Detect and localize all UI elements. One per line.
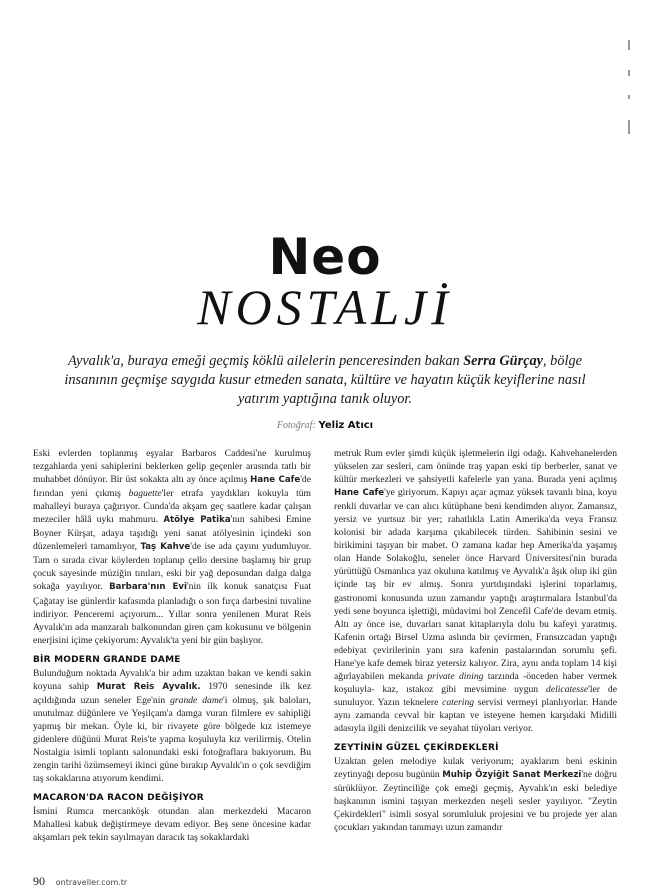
text-run: Bulunduğum noktada Ayvalık'a bir adım uzaktan bakan ve kendi sakin koyuna sahip <box>33 667 311 692</box>
left-paragraph-2 <box>33 667 311 785</box>
italic-term: delicatesse <box>546 683 589 695</box>
bold-name: Hane Cafe <box>334 488 385 499</box>
italic-term: baguette <box>128 488 162 500</box>
text-run: 'nin ilk konuk sanatçısı Fuat Çağatay ise günlerdir kafasında planladığı o son fırça darbesini tuvaline indiriyor. Penceremi açıyorum... Yıllar sonra yenilenen Murat Reis Ayvalık'ın ada manzaralı balkonundan giren çam kokusunu ve bölgenin enerjisini içime çekiyorum: Ayvalık'ta yeni bir gün başlıyor. <box>33 581 311 646</box>
text-run: 'ne doğru sürüklüyor. Zeytinciliğe çok emeği geçmiş, Ayvalık'ın eski belediye başkanının ismini taşıyan merkezden neşeli sesler yayılıyor. "Zeytin Çekirdekleri" isimli sosyal sorumluluk projesini ve bu projede yer alan çocukları yakından tanımayı uzun zamandır <box>334 769 617 834</box>
left-heading-modern-grande-dame: BİR MODERN GRANDE DAME <box>33 654 181 665</box>
bold-name: Hane Cafe <box>250 475 301 486</box>
text-run: 'nın sahibesi Emine Boyner Kürşat, adaya taşıdığı yeni sanat atölyesinin içindeki son düzenlemeleri tamamlıyor, <box>33 514 311 553</box>
title-line-2: NOSTALJİ <box>197 279 453 335</box>
text-run: tarzında -önceden haber vermek koşuluyla- kaz, ıstakoz gibi mevsimine uygun <box>334 670 617 695</box>
photo-credit-label: Fotoğraf: <box>276 420 316 431</box>
italic-term: grande dame <box>170 694 224 706</box>
page-number: 90 <box>33 874 45 888</box>
title-line-1: Neo <box>268 228 382 286</box>
text-run: servisi vermeyi planlıyorlar. Hande aynı zamanda cevval bir kaptan ve isteyene hemen karşıdaki Midilli adasıyla ilgili denizcilik ve seyahat tüyoları veriyor. <box>334 696 617 734</box>
page-footer <box>33 875 127 889</box>
left-heading-macaron: MACARON'DA RACON DEĞİŞİYOR <box>33 793 204 804</box>
lead-paragraph: Ayvalık'a, buraya emeği geçmiş köklü ailelerin penceresinden bakan Serra Gürçay, bölge insanının geçmişe saygıda kusur etmeden sanata, kültüre ve hayatın küçük keyiflerine nasıl yatırım yaptığına tanık oluyor. <box>64 353 586 407</box>
italic-term: private dining <box>427 670 484 682</box>
text-run: Uzaktan gelen melodiye kulak veriyorum; ayaklarım beni eskinin zeytinyağı deposu bugünün <box>334 756 617 781</box>
footer-site: ontraveller.com.tr <box>55 878 128 887</box>
photo-credit <box>0 418 650 433</box>
text-run: 'ye giriyorum. Kapıyı açar açmaz yüksek tavanlı bina, koyu renkli duvarlar ve can alıcı kütüphane beni kendimden alıyor. Zamansız, yersiz ve yurtsuz bir yer; rahatlıkla Latin Amerika'da veya Fransız kolonisi bir adada karşıma çıkabilecek türden. Sahibinin sesini ve birikimini taşıyan bir mabet. O zamana kadar hep Amerika'da yaşamış olan Hande Solakoğlu, seneler önce Harvard Üniversitesi'nin burada yürüttüğü Osmanlıca yaz okuluna katılmış ve Ayvalık'a âşık olup iki gün içinde taş bir ev almış. Sonra yurtdışındaki işlerini toparlamış, gastronomi konusunda uzun zamandır yaptığı araştırmalara İstanbul'da yedi sene boyunca işlettiği, müdavimi bol Zencefil Cafe'de devam etmiş. Altı ay önce ise, duvarları sanat kitaplarıyla dolu bu kafeyi yaratmış. Kafenin ortağı Birsel Uzma aslında bir çevirmen, Fransızcadan yaptığı edebiyat çevirilerinin yanı sıra kafenin pastalarından sorumlu şefi. Hane'ye kafe demek biraz yetersiz kalıyor. Zira, aynı anda toplam 14 kişi ağırlayabilen mekanda <box>334 487 617 682</box>
bold-name: Murat Reis Ayvalık. <box>96 681 201 692</box>
text-run: 'ler de sunuluyor. Yazın teknelere <box>334 683 617 708</box>
text-run: 'de ise ada çayını yudumluyor. Tam o sırada civar köylerden toplanıp çello dersine başlamış bir grup çocuk sayesinde müziğin tınıları, eski bir yağ deposundan dalga dalga sokağa yayılıyor. <box>33 541 312 593</box>
left-paragraph-3 <box>33 805 311 844</box>
text-run: 1970 senesinde ilk kez açıldığında uzun seneler Ege'nin <box>33 680 311 706</box>
left-column <box>33 447 311 844</box>
right-paragraph-1 <box>334 447 617 735</box>
crop-marks <box>628 40 634 140</box>
bold-name: Taş Kahve <box>140 542 191 553</box>
right-paragraph-2 <box>334 755 617 834</box>
text-run: 'i olmuş, şık baloları, unutulmaz düğünlere ve Yeşilçam'a damga vuran filmlere ev sahipliği yapmış bir mekan. Öyle ki, bir rivayete göre bölgede kız istemeye gidenlere düğünü Murat Reis'te yapma koşuluyla kız verilirmiş. Otelin Nostalgia isimli toplantı salonundaki eski fotoğraflara bakıyorum. Bu zengin tarihi özümsemeyi ikinci güne bırakıp Ayvalık'ın o çok sevdiğim taş sokaklarına atıyorum kendimi. <box>33 694 312 785</box>
photo-credit-name: Yeliz Atıcı <box>318 420 374 431</box>
lead-author-name: Serra Gürçay <box>463 353 544 369</box>
italic-term: catering <box>442 696 475 708</box>
right-heading-zeytin: ZEYTİNİN GÜZEL ÇEKİRDEKLERİ <box>334 743 499 754</box>
text-run: İsmini Rumca mercanköşk otundan alan merkezdeki Macaron Mahallesi kabuk değiştirmeye devam ediyor. Beş sene öncesine kadar akşamları pek tekin sayılmayan daracık taş sokaklardaki <box>33 806 311 844</box>
text-run: Eski evlerden toplanmış eşyalar Barbaros Caddesi'ne kurulmuş tezgahlarda yeni sahiplerini beklerken gelip geçenler arasında tatlı bir muhabbet dönüyor. Bir üst sokakta altı ay önce açılmış <box>33 448 311 486</box>
text-run: 'ler etrafa yaydıkları kokuyla tüm mahalleyi buraya çağırıyor. Cunda'da akşam geç saatlere kadar çalışan mezeciler hâlâ uykı mahmuru. <box>33 488 312 526</box>
bold-name: Barbara'nın Evi <box>109 582 187 593</box>
right-column <box>334 447 617 834</box>
bold-name: Atölye Patika <box>163 515 231 526</box>
bold-name: Muhip Özyiğit Sanat Merkezi <box>442 770 582 781</box>
text-run: 'de fırından yeni çıkmış <box>33 474 311 500</box>
left-paragraph-1 <box>33 447 311 647</box>
text-run: metruk Rum evler şimdi küçük işletmelerin ilgi odağı. Kahvehanelerden yükselen zar sesleri, cam önünde traş yapan eski tip berberler, sanat ve kültür merkezleri ve şahsiyetli kafelerle yan yana. Burada yeni açılmış <box>334 448 617 486</box>
